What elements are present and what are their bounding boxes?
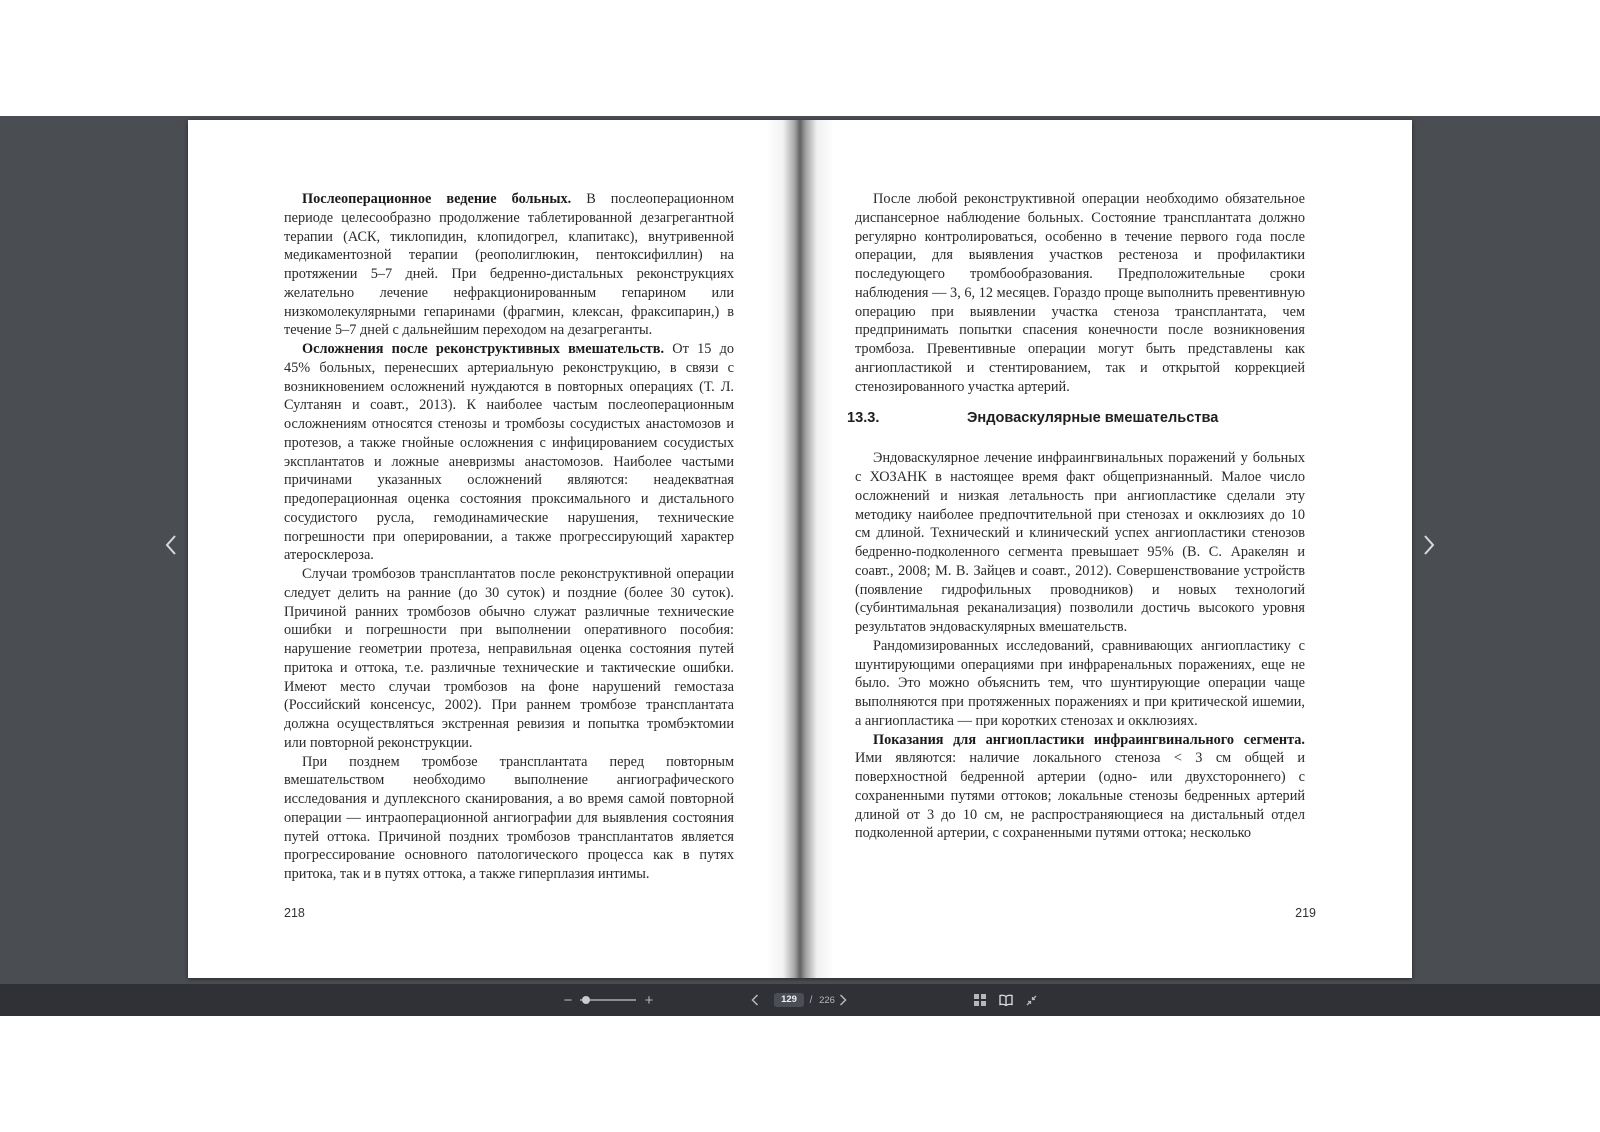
- section-title: Эндоваскулярные вмешательства: [967, 410, 1219, 427]
- zoom-slider-track: [580, 999, 636, 1001]
- left-page-text: [284, 190, 734, 884]
- paragraph-text: Эндоваскулярное лечение инфраингвинальных поражений у больных с ХОЗАНК в настоящее время факт общепризнанный. Малое число осложнений и низкая летальность при ангиопластике сделали эту методику наиболее предпочтительной при стенозах и окклюзиях до 10 см длиной. Технический и клинический успех ангиопластики стенозов бедренно-подколенного сегмента превышает 95% (В. С. Аракелян и соавт., 2008; М. В. Зайцев и соавт., 2012). Совершенствование устройств (появление гидрофильных проводников) и новых технологий (субинтимальная реканализация) позволили достичь высокого уровня результатов эндоваскулярных вмешательств.: [855, 450, 1305, 635]
- paragraph-text: Ими являются: наличие локального стеноза < 3 см общей и поверхностной бедренной артерии (одно- или двухстороннего) с сохраненными путями оттоков; локальные стенозы бедренных артерий длиной от 3 до 10 см, не распространяющиеся на дистальный отдел подколенной артерии, с сохраненными путями оттока; несколько: [855, 750, 1305, 842]
- paragraph: [284, 340, 734, 565]
- book-spread: [188, 120, 1412, 978]
- book-view-icon: [999, 994, 1013, 1006]
- next-spread-button[interactable]: [1414, 520, 1444, 570]
- total-pages: 226: [819, 994, 835, 1006]
- chevron-right-icon: [1422, 534, 1436, 556]
- zoom-out-button[interactable]: −: [563, 991, 573, 1009]
- grid-view-icon: [974, 994, 986, 1006]
- paragraph-text: Случаи тромбозов трансплантатов после реконструктивной операции следует делить на ранние (до 30 суток) и поздние (более 30 суток). Причиной ранних тромбозов обычно служат различные технические ошибки и погрешности при выполнении оперативного пособия: нарушение геометрии протеза, неправильная оценка состояния путей притока и оттока, т.е. различные технические и тактические ошибки. Имеют место случаи тромбозов на фоне нарушений гемостаза (Российский консенсус, 2002). При раннем тромбозе трансплантата должна осуществляться экстренная ревизия и попытка тромбэктомии или повторной реконструкции.: [284, 566, 734, 751]
- section-heading: [847, 409, 1305, 428]
- paragraph: [855, 731, 1305, 844]
- paragraph: [855, 637, 1305, 731]
- paragraph-text: После любой реконструктивной операции необходимо обязательное диспансерное наблюдение больных. Состояние трансплантата должно регулярно контролироваться, особенно в течение первого года после операции, для выявления участков рестеноза и профилактики последующего тромбообразования. Предположительные сроки наблюдения — 3, 6, 12 месяцев. Гораздо проще выполнить превентивную операцию при выявлении участка стеноза трансплантата, чем предпринимать попытки спасения конечности после возникновения тромбоза. Превентивные операции могут быть представлены как ангиопластикой и стентированием, так и открытой коррекцией стенозированного участка артерий.: [855, 191, 1305, 395]
- section-number: 13.3.: [847, 410, 880, 427]
- exit-fullscreen-button[interactable]: [1023, 984, 1039, 1016]
- current-page-input[interactable]: 129: [774, 993, 804, 1007]
- bottom-toolbar: [0, 984, 1600, 1016]
- paragraph-text: От 15 до 45% больных, перенесших артериальную реконструкцию, в связи с возникновением осложнений нуждаются в повторных операциях (Т. Л. Султанян и соавт., 2013). К наиболее частым послеоперационным осложнениям относятся стенозы и тромбозы сосудистых анастомозов и протезов, а также гнойные осложнения с инфицированием сосудистых эксплантатов и ложные аневризмы анастомозов. Наиболее частыми причинами указанных осложнений являются: неадекватная предоперационная оценка состояния проксимального и дистального сосудистого русла, гемодинамические нарушения, технические погрешности при оперировании, а также прогрессирующий характер атеросклероза.: [284, 341, 734, 564]
- paragraph: [855, 449, 1305, 637]
- paragraph-heading: Показания для ангиопластики инфраингвинального сегмента.: [873, 731, 1305, 748]
- paragraph: [284, 753, 734, 884]
- book-view-button[interactable]: [997, 984, 1015, 1016]
- previous-page-button[interactable]: [748, 984, 762, 1016]
- right-page: [800, 120, 1412, 978]
- page-separator: /: [809, 994, 813, 1006]
- next-page-button[interactable]: [836, 984, 850, 1016]
- exit-fullscreen-icon: [1026, 995, 1037, 1006]
- paragraph-text: Рандомизированных исследований, сравнивающих ангиопластику с шунтирующими операциями при инфраренальных поражениях, еще не было. Это можно объяснить тем, что шунтирующие операции чаще выполняются при протяженных поражениях и при критической ишемии, а ангиопластика — при коротких стенозах и окклюзиях.: [855, 637, 1305, 729]
- previous-spread-button[interactable]: [156, 520, 186, 570]
- paragraph: [284, 190, 734, 340]
- paragraph-text: При позднем тромбозе трансплантата перед повторным вмешательством необходимо выполнение ангиографического исследования и дуплексного сканирования, а во время самой повторной операции — интраоперационной ангиографии для выявления состояния путей оттока. Причиной поздних тромбозов трансплантатов является прогрессирование основного патологического процесса как в путях притока, так и в путях оттока, а также гиперплазия интимы.: [284, 753, 734, 882]
- paragraph-text: В послеоперационном периоде целесообразно продолжение таблетированной дезагрегантной терапии (АСК, тиклопидин, клопидогрел, клапитакс), внутривенной медикаментозной терапии (реополиглюкин, пентоксифиллин) на протяжении 5–7 дней. При бедренно-дистальных реконструкциях желательно лечение нефракционированным гепарином или низкомолекулярными гепаринами (фрагмин, клексан, фраксипарин,) в течение 5–7 дней с дальнейшим переходом на дезагреганты.: [284, 191, 734, 339]
- paragraph: [284, 565, 734, 753]
- page-number-right: 219: [1295, 906, 1316, 920]
- left-page: [188, 120, 800, 978]
- paragraph-heading: Послеоперационное ведение больных.: [302, 191, 572, 207]
- zoom-in-button[interactable]: +: [644, 991, 654, 1009]
- zoom-slider[interactable]: [580, 984, 636, 1016]
- paragraph-heading: Осложнения после реконструктивных вмешательств.: [302, 341, 665, 357]
- page-number-left: 218: [284, 906, 305, 920]
- paragraph: [855, 190, 1305, 396]
- chevron-right-icon: [839, 994, 847, 1006]
- right-page-text: [847, 190, 1305, 843]
- zoom-slider-handle[interactable]: [582, 996, 590, 1004]
- chevron-left-icon: [751, 994, 759, 1006]
- chevron-left-icon: [164, 534, 178, 556]
- grid-view-button[interactable]: [972, 984, 988, 1016]
